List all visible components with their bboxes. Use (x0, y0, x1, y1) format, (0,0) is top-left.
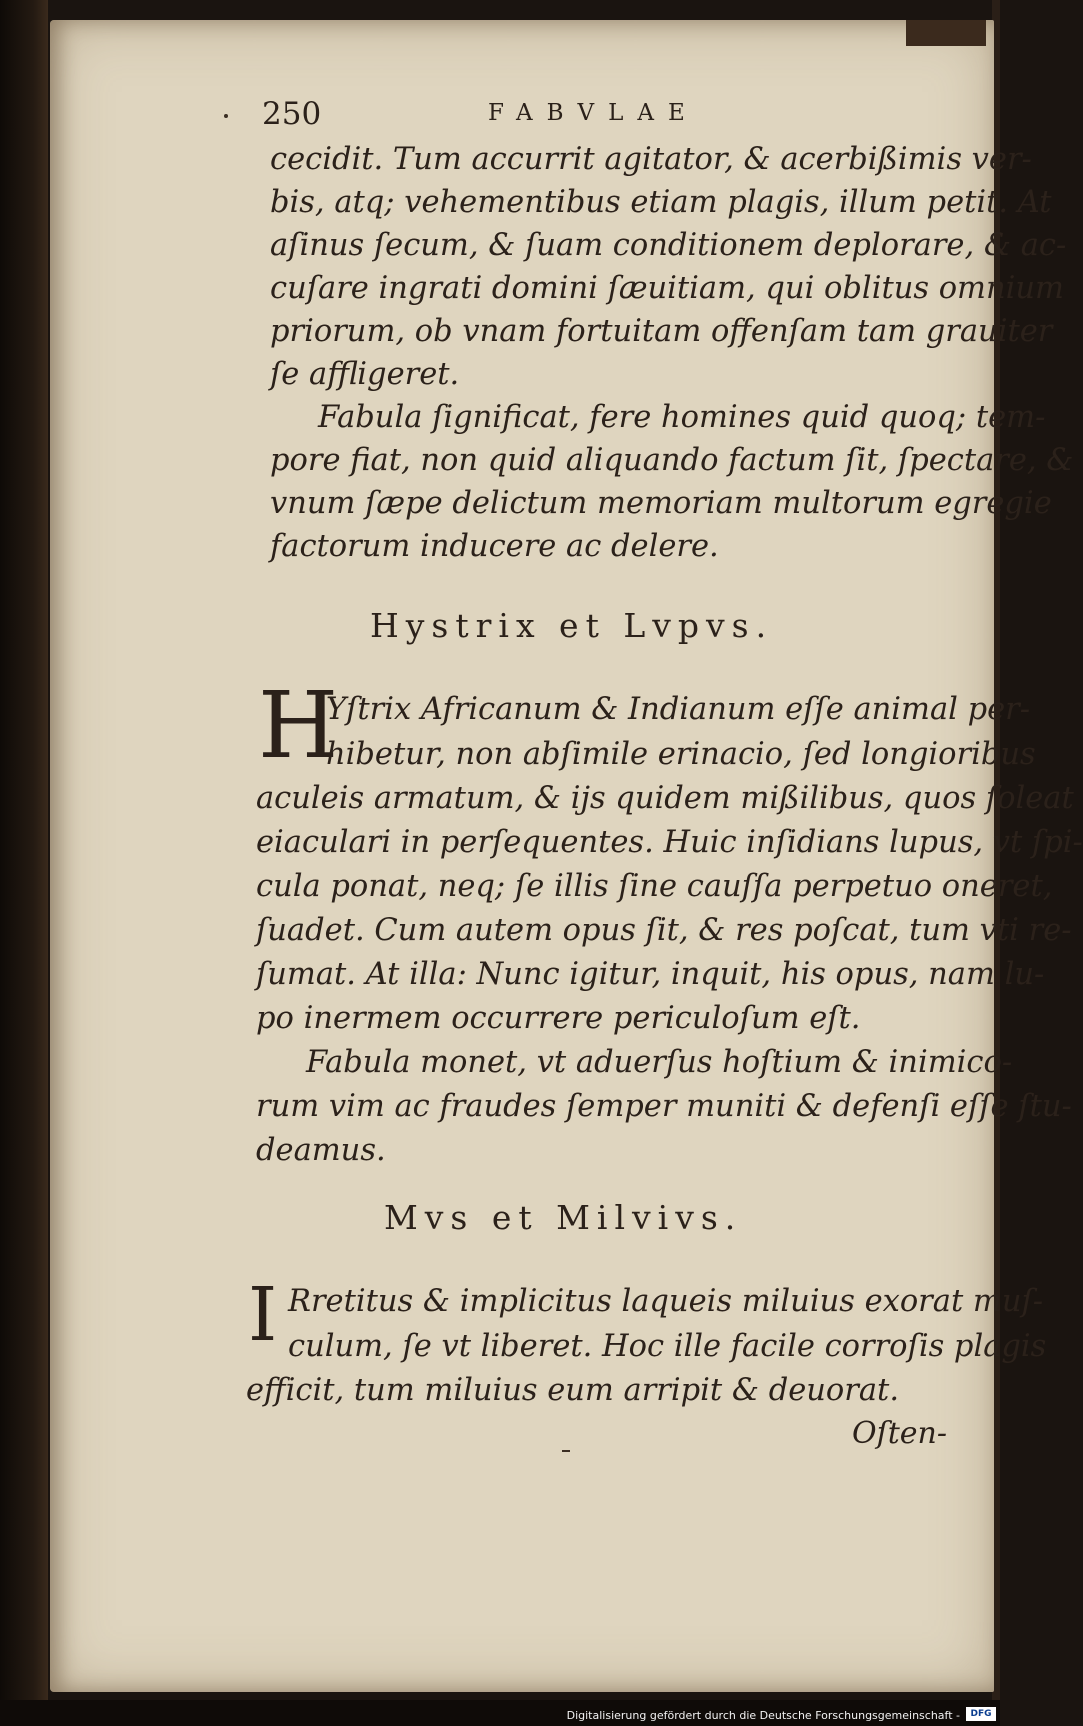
text-line: aculeis armatum, & ijs quidem mißilibus, quos ſoleat (256, 781, 1074, 816)
digitization-credit: Digitalisierung gefördert durch die Deutsche Forschungsgemeinschaft - (566, 1709, 960, 1722)
page-number: 250 (262, 96, 322, 132)
scan-left-edge (0, 0, 48, 1726)
text-line: cecidit. Tum accurrit agitator, & acerbißimis ver- (270, 142, 1032, 177)
moral-line: Fabula ſignificat, fere homines quid quoq; tem- (318, 400, 1046, 435)
text-line: cula ponat, neq; ſe illis ſine cauſſa perpetuo oneret, (256, 869, 1053, 904)
text-line: priorum, ob vnam fortuitam offenſam tam grauiter (270, 314, 1053, 349)
page-tab (906, 20, 986, 46)
drop-cap: H (258, 672, 339, 779)
text-line: bis, atq; vehementibus etiam plagis, illum petit. At (270, 185, 1052, 220)
text-line: ſuadet. Cum autem opus ſit, & res poſcat, tum vti re- (256, 913, 1072, 948)
moral-line: vnum ſæpe delictum memoriam multorum egregie (270, 486, 1052, 521)
moral-line: pore fiat, non quid aliquando factum ſit, ſpectare, & (270, 443, 1074, 478)
text-line: eiaculari in perſequentes. Huic inſidians lupus, vt ſpi- (256, 825, 1083, 860)
text-line: efficit, tum miluius eum arripit & deuorat. (246, 1373, 900, 1408)
text-line: po inermem occurrere periculoſum eſt. (256, 1001, 861, 1036)
dfg-logo: DFG (966, 1707, 996, 1721)
drop-cap: I (248, 1272, 278, 1358)
ink-speck (224, 114, 228, 118)
text-line: aſinus ſecum, & ſuam conditionem deplorare, & ac- (270, 228, 1067, 263)
running-head: FABVLAE (488, 100, 699, 126)
moral-line: factorum inducere ac delere. (270, 529, 719, 564)
text-line: Yſtrix Africanum & Indianum eſſe animal per- (326, 692, 1031, 727)
moral-line: deamus. (256, 1133, 386, 1168)
text-line: ſumat. At illa: Nunc igitur, inquit, his opus, nam lu- (256, 957, 1045, 992)
catchword: Oſten- (852, 1416, 947, 1451)
moral-line: rum vim ac fraudes ſemper muniti & defenſi eſſe ſtu- (256, 1089, 1072, 1124)
text-line: ſe affligeret. (270, 357, 460, 392)
fable-title: Hystrix et Lvpvs. (370, 606, 774, 645)
text-line: hibetur, non abſimile erinacio, ſed longioribus (326, 737, 1036, 772)
ink-speck (562, 1450, 570, 1452)
text-line: culum, ſe vt liberet. Hoc ille facile corroſis plagis (288, 1329, 1047, 1364)
text-line: Rretitus & implicitus laqueis miluius exorat muſ- (288, 1284, 1044, 1319)
moral-line: Fabula monet, vt aduerſus hoſtium & inimico- (306, 1045, 1013, 1080)
fable-title: Mvs et Milvivs. (384, 1198, 743, 1237)
text-line: cuſare ingrati domini ſæuitiam, qui oblitus omnium (270, 271, 1064, 306)
